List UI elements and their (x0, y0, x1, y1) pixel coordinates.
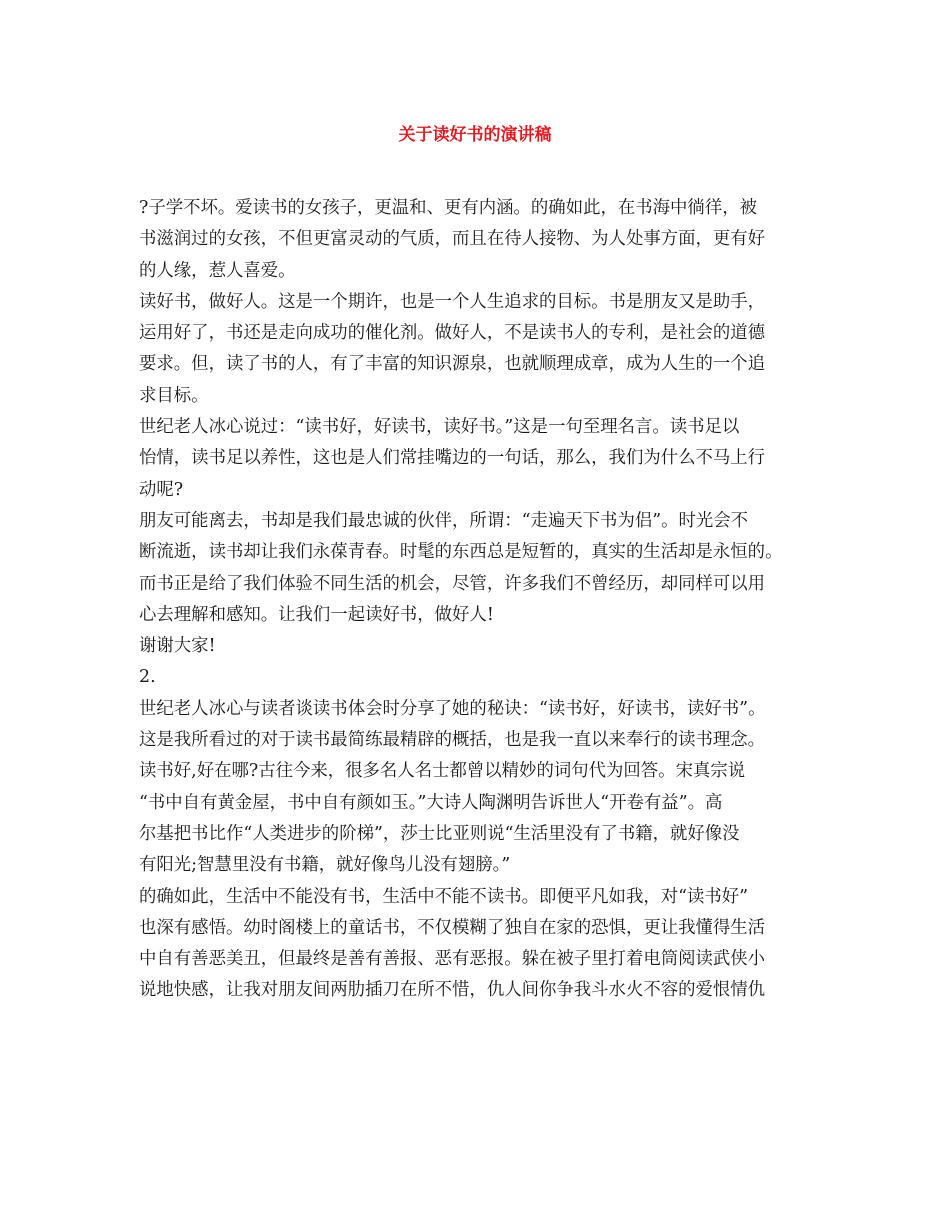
text-line: 怡情，读书足以养性，这也是人们常挂嘴边的一句话，那么，我们为什么不马上行 (139, 448, 766, 469)
text-line: 而书正是给了我们体验不同生活的机会，尽管，许多我们不曾经历，却同样可以用 (139, 573, 766, 594)
text-line: 读书好,好在哪?古往今来，很多名人名士都曾以精妙的词句代为回答。宋真宗说 (139, 761, 746, 782)
text-line: ?子学不坏。爱读书的女孩子，更温和、更有内涵。的确如此，在书海中徜徉，被 (139, 198, 757, 218)
text-line: 动呢? (139, 479, 184, 500)
text-line: 尔基把书比作“人类进步的阶梯”，莎士比亚则说“生活里没有了书籍，就好像没 (139, 823, 740, 844)
text-line: 的人缘，惹人喜爱。 (139, 260, 296, 281)
document-title: 关于读好书的演讲稿 (398, 125, 552, 145)
text-line: 心去理解和感知。让我们一起读好书，做好人! (139, 604, 494, 625)
text-line: 世纪老人冰心说过：“读书好，好读书，读好书。”这是一句至理名言。读书足以 (139, 417, 740, 438)
text-line: 运用好了，书还是走向成功的催化剂。做好人，不是读书人的专利，是社会的道德 (139, 323, 766, 344)
text-line: 有阳光;智慧里没有书籍，就好像鸟儿没有翅膀。” (139, 855, 511, 876)
text-line: 世纪老人冰心与读者谈读书体会时分享了她的秘诀：“读书好，好读书，读好书”。 (139, 698, 766, 719)
text-line: 断流逝，读书却让我们永葆青春。时髦的东西总是短暂的，真实的生活却是永恒的。 (139, 542, 783, 563)
text-line: 读好书，做好人。这是一个期许，也是一个人生追求的目标。书是朋友又是助手， (139, 291, 766, 312)
text-line: 这是我所看过的对于读书最简练最精辟的概括，也是我一直以来奉行的读书理念。 (139, 730, 766, 751)
text-line: 书滋润过的女孩，不但更富灵动的气质，而且在待人接物、为人处事方面，更有好 (139, 229, 766, 250)
text-line: 的确如此，生活中不能没有书，生活中不能不读书。即便平凡如我，对“读书好” (139, 886, 749, 907)
text-line: 要求。但，读了书的人，有了丰富的知识源泉，也就顺理成章，成为人生的一个追 (139, 354, 766, 375)
document-body (139, 193, 819, 1007)
text-line: 中自有善恶美丑，但最终是善有善报、恶有恶报。躲在被子里打着电筒阅读武侠小 (139, 949, 766, 970)
text-line: 说地快感，让我对朋友间两肋插刀在所不惜，仇人间你争我斗水火不容的爱恨情仇 (139, 980, 766, 1001)
text-line: 也深有感悟。幼时阁楼上的童话书，不仅模糊了独自在家的恐惧，更让我懂得生活 (139, 917, 766, 938)
text-line: 求目标。 (139, 385, 209, 406)
text-line: 谢谢大家! (139, 636, 216, 657)
text-line: 2. (139, 667, 156, 688)
text-line: “书中自有黄金屋，书中自有颜如玉。”大诗人陶渊明告诉世人“开卷有益”。高 (139, 792, 723, 813)
text-line: 朋友可能离去，书却是我们最忠诚的伙伴，所谓：“走遍天下书为侣”。时光会不 (139, 510, 749, 531)
